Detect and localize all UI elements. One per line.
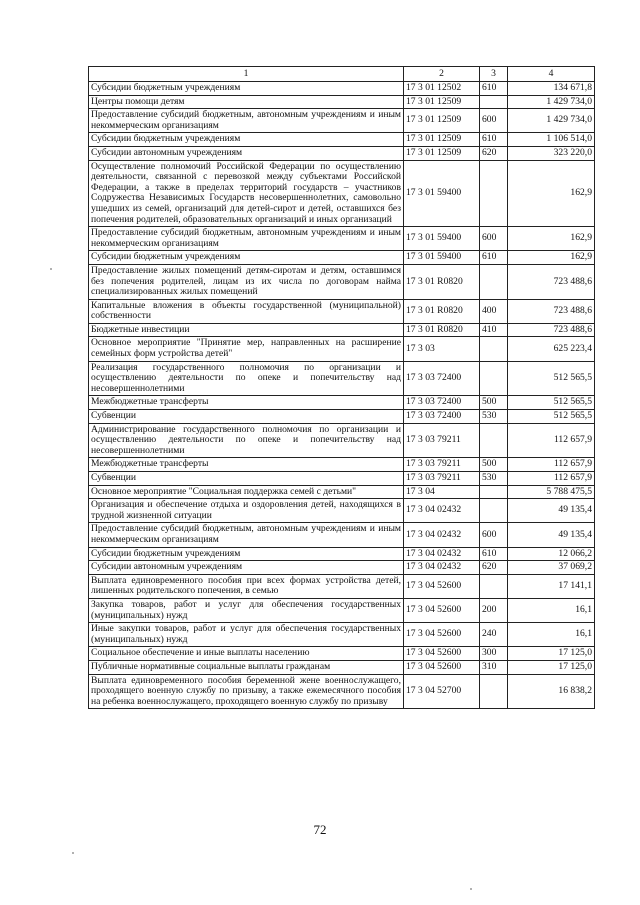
table-row (89, 458, 595, 472)
row-sum-cell: 112 657,9 (508, 472, 595, 486)
table-row (89, 485, 595, 499)
row-code-cell: 17 3 01 12509 (404, 95, 480, 109)
row-sum-cell: 512 565,5 (508, 410, 595, 424)
row-code-cell: 17 3 03 72400 (404, 396, 480, 410)
row-expense-type-cell (480, 337, 508, 361)
row-code-cell: 17 3 01 59400 (404, 160, 480, 227)
row-code-cell: 17 3 04 52600 (404, 647, 480, 661)
row-code-cell: 17 3 04 (404, 485, 480, 499)
table-body (89, 82, 595, 709)
row-name-cell: Предоставление субсидий бюджетным, автономным учреждениям и иным некоммерческим организациям (89, 523, 404, 547)
table-row (89, 598, 595, 622)
row-expense-type-cell: 240 (480, 623, 508, 647)
row-name-cell: Субсидии бюджетным учреждениям (89, 133, 404, 147)
row-name-cell: Субсидии автономным учреждениям (89, 146, 404, 160)
row-sum-cell: 723 488,6 (508, 323, 595, 337)
table-row (89, 523, 595, 547)
row-expense-type-cell: 610 (480, 133, 508, 147)
row-expense-type-cell (480, 95, 508, 109)
row-code-cell: 17 3 03 79211 (404, 458, 480, 472)
row-code-cell: 17 3 01 R0820 (404, 299, 480, 323)
row-sum-cell: 17 125,0 (508, 660, 595, 674)
row-sum-cell: 1 429 734,0 (508, 109, 595, 133)
row-code-cell: 17 3 01 R0820 (404, 323, 480, 337)
row-code-cell: 17 3 03 (404, 337, 480, 361)
row-name-cell: Осуществление полномочий Российской Федерации по осуществлению деятельности, связанной с перевозкой между субъектами Российской Федерации, а также в пределах территорий государств – участников Содружества Независимых Государств несовершеннолетних, самовольно ушедших из семей, организаций для детей-сирот и детей, оставшихся без попечения родителей, образовательных организаций и иных организаций (89, 160, 404, 227)
row-name-cell: Выплата единовременного пособия при всех формах устройства детей, лишенных родительского попечения, в семью (89, 574, 404, 598)
row-code-cell: 17 3 01 12502 (404, 82, 480, 96)
header-col-3: 3 (480, 67, 508, 82)
scan-speck (470, 888, 472, 890)
row-name-cell: Основное мероприятие "Принятие мер, направленных на расширение семейных форм устройства детей" (89, 337, 404, 361)
table-row (89, 674, 595, 709)
row-code-cell: 17 3 01 59400 (404, 227, 480, 251)
row-expense-type-cell: 610 (480, 547, 508, 561)
row-expense-type-cell: 530 (480, 410, 508, 424)
row-name-cell: Субвенции (89, 410, 404, 424)
row-expense-type-cell: 200 (480, 598, 508, 622)
row-sum-cell: 49 135,4 (508, 499, 595, 523)
header-row (89, 67, 595, 82)
row-name-cell: Предоставление жилых помещений детям-сиротам и детям, оставшимся без попечения родителей, лицам из их числа по договорам найма специализированных жилых помещений (89, 264, 404, 299)
header-col-2: 2 (404, 67, 480, 82)
row-sum-cell: 5 788 475,5 (508, 485, 595, 499)
row-name-cell: Иные закупки товаров, работ и услуг для обеспечения государственных (муниципальных) нужд (89, 623, 404, 647)
table-row (89, 423, 595, 458)
row-sum-cell: 37 069,2 (508, 561, 595, 575)
table-row (89, 133, 595, 147)
row-sum-cell: 17 125,0 (508, 647, 595, 661)
row-name-cell: Капитальные вложения в объекты государственной (муниципальной) собственности (89, 299, 404, 323)
row-code-cell: 17 3 04 52600 (404, 598, 480, 622)
row-expense-type-cell: 600 (480, 523, 508, 547)
table-row (89, 299, 595, 323)
row-sum-cell: 112 657,9 (508, 423, 595, 458)
table-row (89, 95, 595, 109)
row-name-cell: Закупка товаров, работ и услуг для обеспечения государственных (муниципальных) нужд (89, 598, 404, 622)
table-row (89, 410, 595, 424)
header-col-1: 1 (89, 67, 404, 82)
header-col-4: 4 (508, 67, 595, 82)
row-sum-cell: 323 220,0 (508, 146, 595, 160)
table-row (89, 623, 595, 647)
row-code-cell: 17 3 04 02432 (404, 499, 480, 523)
row-expense-type-cell: 530 (480, 472, 508, 486)
table-row (89, 146, 595, 160)
row-sum-cell: 16,1 (508, 623, 595, 647)
row-expense-type-cell: 610 (480, 82, 508, 96)
row-expense-type-cell: 600 (480, 109, 508, 133)
table-row (89, 323, 595, 337)
row-expense-type-cell: 310 (480, 660, 508, 674)
scan-speck (50, 268, 52, 270)
row-expense-type-cell (480, 423, 508, 458)
row-code-cell: 17 3 03 79211 (404, 423, 480, 458)
row-expense-type-cell: 500 (480, 396, 508, 410)
row-expense-type-cell: 500 (480, 458, 508, 472)
row-code-cell: 17 3 03 72400 (404, 361, 480, 396)
row-expense-type-cell: 300 (480, 647, 508, 661)
row-code-cell: 17 3 01 59400 (404, 251, 480, 265)
table-row (89, 660, 595, 674)
row-code-cell: 17 3 03 79211 (404, 472, 480, 486)
row-name-cell: Субсидии автономным учреждениям (89, 561, 404, 575)
row-code-cell: 17 3 04 52600 (404, 574, 480, 598)
row-name-cell: Субвенции (89, 472, 404, 486)
row-sum-cell: 16,1 (508, 598, 595, 622)
row-expense-type-cell: 400 (480, 299, 508, 323)
table-row (89, 396, 595, 410)
row-name-cell: Предоставление субсидий бюджетным, автономным учреждениям и иным некоммерческим организациям (89, 109, 404, 133)
row-expense-type-cell (480, 499, 508, 523)
table-row (89, 109, 595, 133)
row-code-cell: 17 3 04 02432 (404, 547, 480, 561)
row-code-cell: 17 3 01 12509 (404, 146, 480, 160)
table-row (89, 227, 595, 251)
row-sum-cell: 512 565,5 (508, 361, 595, 396)
page-number: 72 (313, 822, 327, 837)
row-code-cell: 17 3 01 12509 (404, 133, 480, 147)
row-expense-type-cell: 620 (480, 561, 508, 575)
row-name-cell: Публичные нормативные социальные выплаты гражданам (89, 660, 404, 674)
row-expense-type-cell (480, 674, 508, 709)
row-expense-type-cell (480, 264, 508, 299)
table-row (89, 547, 595, 561)
row-sum-cell: 162,9 (508, 160, 595, 227)
table-row (89, 574, 595, 598)
row-sum-cell: 723 488,6 (508, 299, 595, 323)
row-code-cell: 17 3 04 52700 (404, 674, 480, 709)
row-code-cell: 17 3 01 12509 (404, 109, 480, 133)
budget-table (88, 66, 595, 709)
table-row (89, 361, 595, 396)
row-name-cell: Организация и обеспечение отдыха и оздоровления детей, находящихся в трудной жизненной ситуации (89, 499, 404, 523)
row-sum-cell: 49 135,4 (508, 523, 595, 547)
table-row (89, 82, 595, 96)
table-row (89, 647, 595, 661)
table-row (89, 499, 595, 523)
table-row (89, 264, 595, 299)
row-expense-type-cell: 410 (480, 323, 508, 337)
row-expense-type-cell (480, 485, 508, 499)
row-sum-cell: 625 223,4 (508, 337, 595, 361)
row-name-cell: Субсидии бюджетным учреждениям (89, 251, 404, 265)
row-code-cell: 17 3 04 52600 (404, 660, 480, 674)
row-sum-cell: 112 657,9 (508, 458, 595, 472)
row-name-cell: Социальное обеспечение и иные выплаты населению (89, 647, 404, 661)
table-row (89, 472, 595, 486)
row-sum-cell: 162,9 (508, 227, 595, 251)
row-expense-type-cell: 620 (480, 146, 508, 160)
row-sum-cell: 1 429 734,0 (508, 95, 595, 109)
table-row (89, 337, 595, 361)
row-name-cell: Предоставление субсидий бюджетным, автономным учреждениям и иным некоммерческим организациям (89, 227, 404, 251)
row-name-cell: Основное мероприятие "Социальная поддержка семей с детьми" (89, 485, 404, 499)
row-code-cell: 17 3 01 R0820 (404, 264, 480, 299)
row-code-cell: 17 3 04 52600 (404, 623, 480, 647)
table-row (89, 561, 595, 575)
table-row (89, 160, 595, 227)
row-sum-cell: 134 671,8 (508, 82, 595, 96)
row-name-cell: Администрирование государственного полномочия по организации и осуществлению деятельности по опеке и попечительству над несовершеннолетними (89, 423, 404, 458)
row-expense-type-cell (480, 361, 508, 396)
scan-speck (72, 852, 74, 854)
row-name-cell: Межбюджетные трансферты (89, 458, 404, 472)
row-code-cell: 17 3 03 72400 (404, 410, 480, 424)
row-expense-type-cell: 610 (480, 251, 508, 265)
row-name-cell: Межбюджетные трансферты (89, 396, 404, 410)
row-name-cell: Центры помощи детям (89, 95, 404, 109)
row-sum-cell: 17 141,1 (508, 574, 595, 598)
row-sum-cell: 1 106 514,0 (508, 133, 595, 147)
row-sum-cell: 512 565,5 (508, 396, 595, 410)
row-name-cell: Субсидии бюджетным учреждениям (89, 82, 404, 96)
table-row (89, 251, 595, 265)
row-name-cell: Субсидии бюджетным учреждениям (89, 547, 404, 561)
row-name-cell: Бюджетные инвестиции (89, 323, 404, 337)
row-expense-type-cell: 600 (480, 227, 508, 251)
row-code-cell: 17 3 04 02432 (404, 561, 480, 575)
row-sum-cell: 12 066,2 (508, 547, 595, 561)
row-sum-cell: 16 838,2 (508, 674, 595, 709)
row-sum-cell: 162,9 (508, 251, 595, 265)
row-code-cell: 17 3 04 02432 (404, 523, 480, 547)
row-name-cell: Реализация государственного полномочия по организации и осуществлению деятельности по опеке и попечительству над несовершеннолетними (89, 361, 404, 396)
row-expense-type-cell (480, 574, 508, 598)
row-name-cell: Выплата единовременного пособия беременной жене военнослужащего, проходящего военную службу по призыву, а также ежемесячного пособия на ребенка военнослужащего, проходящего военную службу по призыву (89, 674, 404, 709)
row-sum-cell: 723 488,6 (508, 264, 595, 299)
row-expense-type-cell (480, 160, 508, 227)
